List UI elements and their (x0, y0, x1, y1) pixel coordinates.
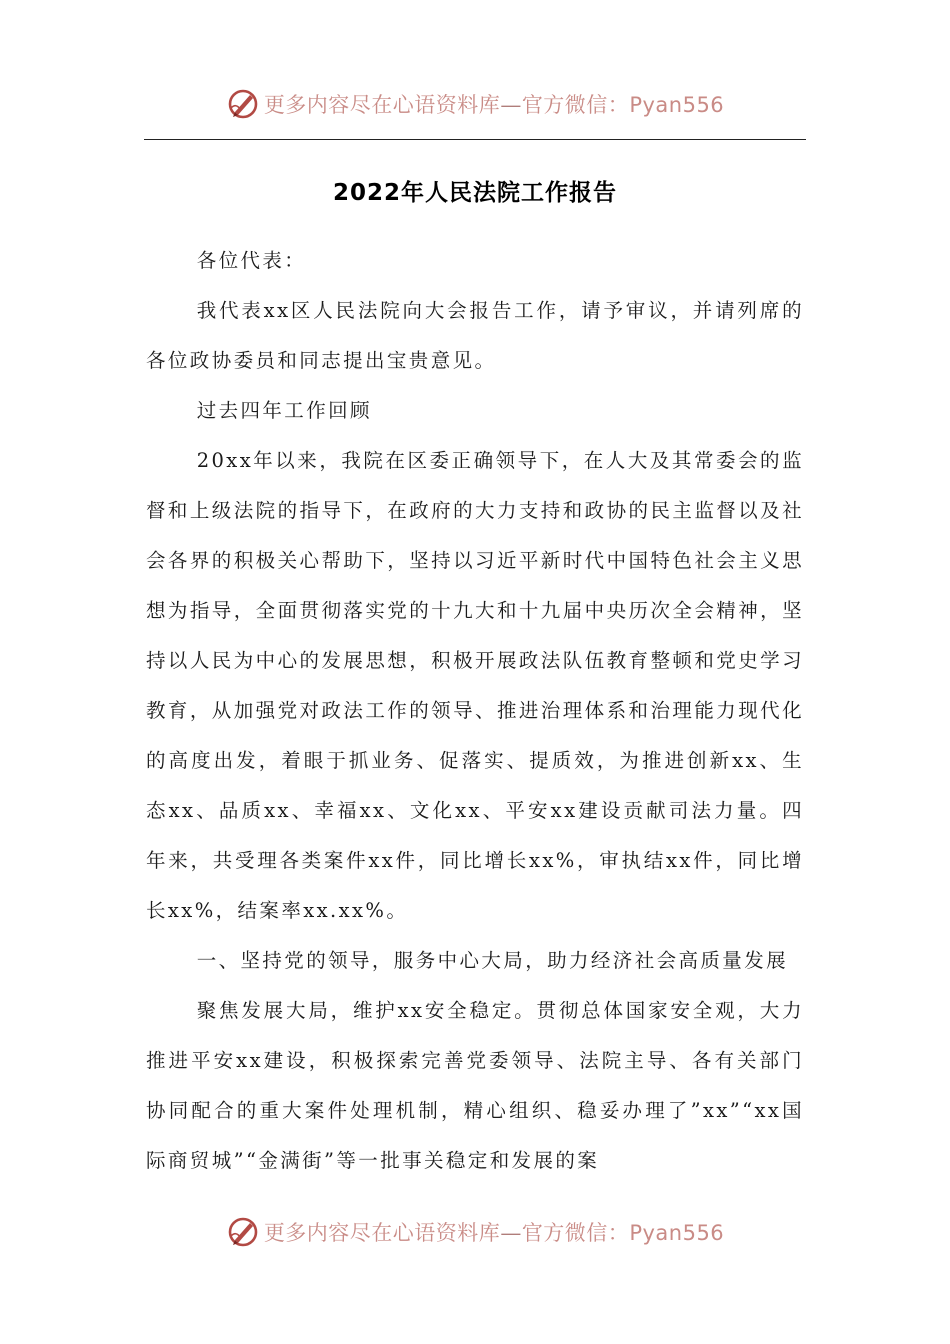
intro-paragraph: 我代表xx区人民法院向大会报告工作，请予审议，并请列席的各位政协委员和同志提出宝贵意见。 (146, 299, 804, 372)
header-divider (144, 139, 806, 140)
page-title: 2022年人民法院工作报告 (332, 180, 617, 206)
section-heading-review: 过去四年工作回顾 (196, 399, 372, 422)
watermark-text (264, 1217, 724, 1247)
watermark-account: Pyan556 (629, 93, 725, 117)
document-body (146, 236, 804, 1186)
watermark-account: Pyan556 (629, 1221, 725, 1245)
development-paragraph: 聚焦发展大局，维护xx安全稳定。贯彻总体国家安全观，大力推进平安xx建设，积极探索完善党委领导、法院主导、各有关部门协同配合的重大案件处理机制，精心组织、稳妥办理了”xx”“xx国际商贸城”“金满街”等一批事关稳定和发展的案 (146, 999, 804, 1172)
watermark-official: 官方微信： (521, 93, 630, 117)
watermark-dash: — (500, 1221, 522, 1245)
watermark-slogan: 更多内容尽在心语资料库 (263, 93, 501, 117)
pen-logo-icon (226, 1215, 260, 1249)
pen-logo-icon (226, 87, 260, 121)
watermark-slogan: 更多内容尽在心语资料库 (263, 1221, 501, 1245)
salutation-paragraph: 各位代表： (196, 249, 307, 272)
watermark-text (264, 89, 724, 119)
header-watermark-banner (0, 84, 950, 124)
watermark-official: 官方微信： (521, 1221, 630, 1245)
footer-watermark-banner (0, 1212, 950, 1252)
section-heading-one: 一、坚持党的领导，服务中心大局，助力经济社会高质量发展 (196, 949, 788, 972)
watermark-dash: — (500, 93, 522, 117)
review-paragraph: 20xx年以来，我院在区委正确领导下，在人大及其常委会的监督和上级法院的指导下，在政府的大力支持和政协的民主监督以及社会各界的积极关心帮助下，坚持以习近平新时代中国特色社会主义思想为指导，全面贯彻落实党的十九大和十九届中央历次全会精神，坚持以人民为中心的发展思想，积极开展政法队伍教育整顿和党史学习教育，从加强党对政法工作的领导、推进治理体系和治理能力现代化的高度出发，着眼于抓业务、促落实、提质效，为推进创新xx、生态xx、品质xx、幸福xx、文化xx、平安xx建设贡献司法力量。四年来，共受理各类案件xx件，同比增长xx%，审执结xx件，同比增长xx%，结案率xx.xx%。 (146, 449, 804, 922)
